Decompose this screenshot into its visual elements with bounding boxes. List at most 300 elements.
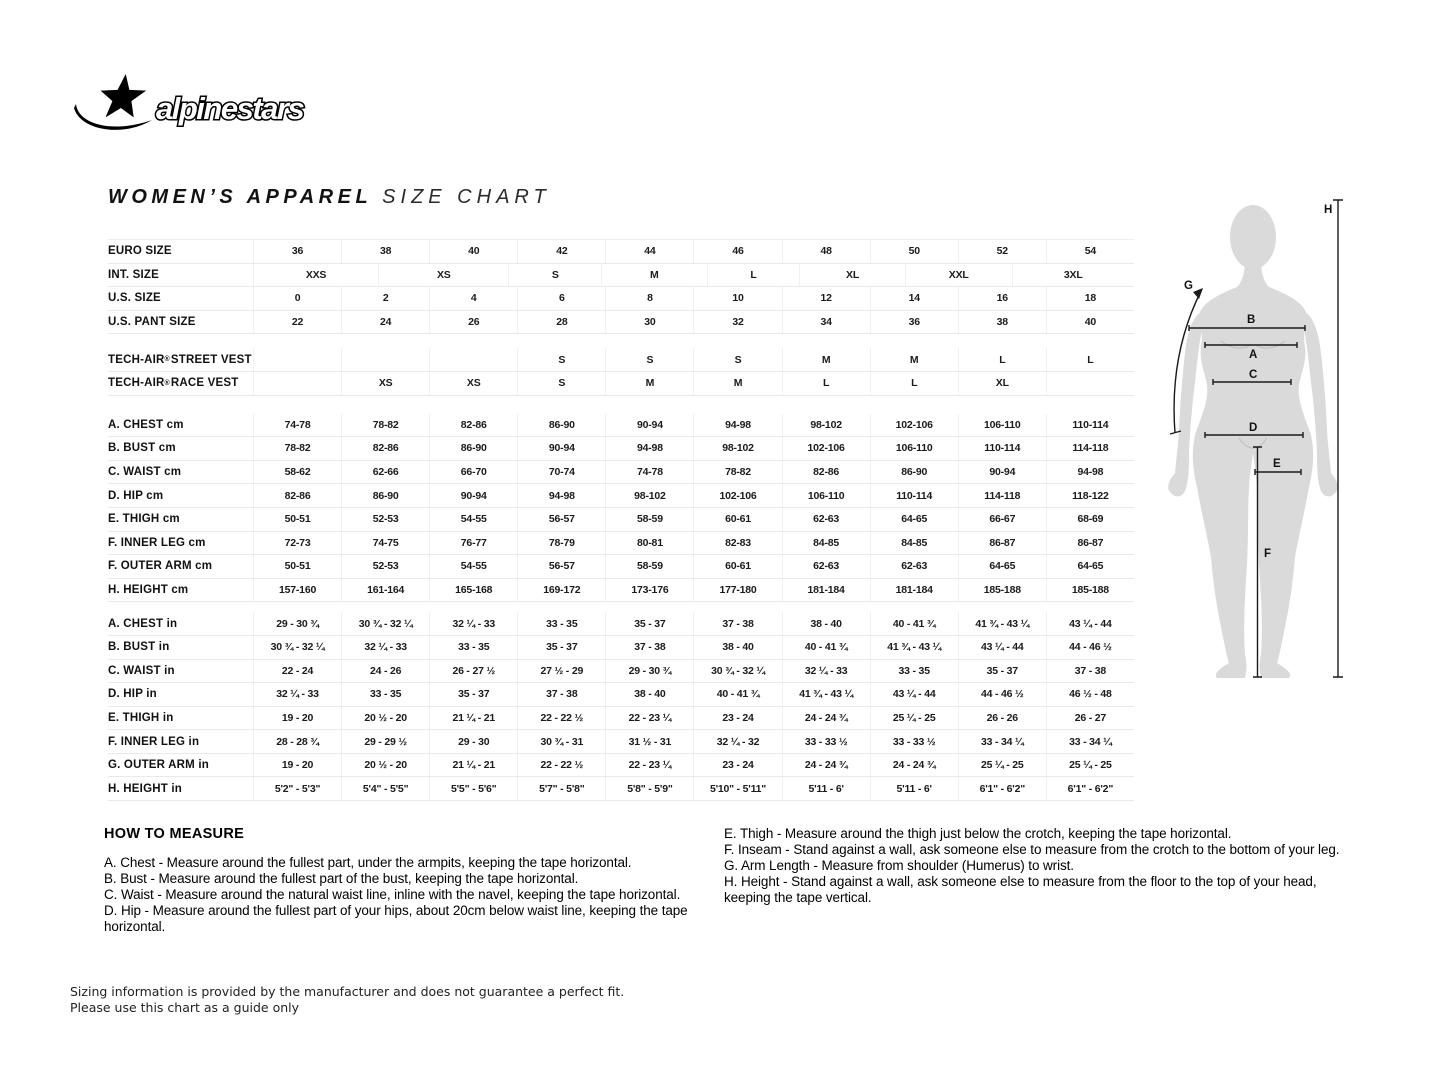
size-cell: 94-98 xyxy=(517,484,605,507)
alpinestars-star-icon xyxy=(70,72,330,138)
size-cell xyxy=(429,348,517,371)
size-cell: XL xyxy=(958,372,1046,395)
size-cell: 25 ¼ - 25 xyxy=(1046,754,1134,777)
row-label: D. HIP cm xyxy=(108,489,164,502)
size-cell: 86-90 xyxy=(870,461,958,484)
size-cell: 76-77 xyxy=(429,532,517,555)
size-cell: 25 ¼ - 25 xyxy=(958,754,1046,777)
size-cell: 33 - 35 xyxy=(341,683,429,706)
size-cell: L xyxy=(782,372,870,395)
size-cell: 169-172 xyxy=(517,579,605,602)
row-label: F. INNER LEG cm xyxy=(108,536,206,549)
size-cell: 37 - 38 xyxy=(517,683,605,706)
size-cell: 48 xyxy=(782,240,870,263)
size-cell: 35 - 37 xyxy=(605,612,693,635)
size-cell: 5'2" - 5'3" xyxy=(253,777,341,800)
size-cell: 16 xyxy=(958,287,1046,310)
size-cell: XS xyxy=(429,372,517,395)
table-row xyxy=(108,348,1134,372)
page-title-sub: SIZE CHART xyxy=(382,186,551,208)
size-cell: 86-90 xyxy=(341,484,429,507)
size-cell xyxy=(253,348,341,371)
table-row xyxy=(108,239,1134,264)
page-title xyxy=(108,186,551,209)
size-cell: L xyxy=(870,372,958,395)
int-size-cell: 3XL xyxy=(1012,264,1134,287)
size-cell: 6'1" - 6'2" xyxy=(1046,777,1134,800)
table-row xyxy=(108,754,1134,778)
size-cell: 37 - 38 xyxy=(605,636,693,659)
size-cell: 185-188 xyxy=(958,579,1046,602)
table-row xyxy=(108,311,1134,335)
table-row xyxy=(108,612,1134,636)
size-cell: 98-102 xyxy=(605,484,693,507)
int-size-cell: L xyxy=(707,264,800,287)
size-cell: 0 xyxy=(253,287,341,310)
size-cell: 34 xyxy=(782,311,870,334)
size-cell: 173-176 xyxy=(605,579,693,602)
size-cell: S xyxy=(517,348,605,371)
int-size-cell: XXL xyxy=(905,264,1012,287)
size-cell: 74-78 xyxy=(605,461,693,484)
table-row xyxy=(108,414,1134,438)
size-cell: 56-57 xyxy=(517,508,605,531)
size-cell: 20 ½ - 20 xyxy=(341,754,429,777)
size-cell: 8 xyxy=(605,287,693,310)
row-label: E. THIGH cm xyxy=(108,513,180,526)
size-cell: 90-94 xyxy=(517,437,605,460)
table-row xyxy=(108,555,1134,579)
size-cell: 114-118 xyxy=(1046,437,1134,460)
size-cell: 33 - 34 ¼ xyxy=(1046,730,1134,753)
size-cell: 5'11 - 6' xyxy=(782,777,870,800)
body-figure xyxy=(1155,195,1365,700)
size-cell: 30 xyxy=(605,311,693,334)
size-cell: 80-81 xyxy=(605,532,693,555)
row-label: H. HEIGHT cm xyxy=(108,584,189,597)
size-cell: 35 - 37 xyxy=(517,636,605,659)
size-cell: 66-70 xyxy=(429,461,517,484)
table-row xyxy=(108,636,1134,660)
table-row xyxy=(108,532,1134,556)
size-cell: 44 - 46 ½ xyxy=(1046,636,1134,659)
size-cell: 19 - 20 xyxy=(253,707,341,730)
size-cell: 19 - 20 xyxy=(253,754,341,777)
size-cell: 50-51 xyxy=(253,555,341,578)
size-cell: M xyxy=(605,372,693,395)
size-cell: 52-53 xyxy=(341,508,429,531)
size-cell: 33 - 35 xyxy=(429,636,517,659)
size-cell: 46 xyxy=(693,240,781,263)
size-cell: 4 xyxy=(429,287,517,310)
how-to-measure-section xyxy=(104,826,729,935)
diagram-label-arm: G xyxy=(1184,280,1193,292)
size-cell: 20 ½ - 20 xyxy=(341,707,429,730)
size-cell: 24 - 26 xyxy=(341,660,429,683)
size-cell: 70-74 xyxy=(517,461,605,484)
size-cell: 60-61 xyxy=(693,555,781,578)
table-row xyxy=(108,437,1134,461)
size-cell: 2 xyxy=(341,287,429,310)
size-cell: 33 - 35 xyxy=(870,660,958,683)
size-cell: 33 - 34 ¼ xyxy=(958,730,1046,753)
table-section-gap xyxy=(108,602,1134,612)
size-cell: 58-59 xyxy=(605,555,693,578)
size-cell: 26 - 27 xyxy=(1046,707,1134,730)
size-cell: 30 ¾ - 32 ¼ xyxy=(253,636,341,659)
size-cell: 62-63 xyxy=(782,555,870,578)
size-cell: 62-66 xyxy=(341,461,429,484)
size-cell xyxy=(253,372,341,395)
size-cell: 38 xyxy=(958,311,1046,334)
footer-line-1: Sizing information is provided by the manufacturer and does not guarantee a perfect fit. xyxy=(70,984,625,999)
footer-line-2: Please use this chart as a guide only xyxy=(70,999,300,1015)
arm-length-arrowhead xyxy=(1193,288,1203,299)
size-cell: 74-78 xyxy=(253,414,341,437)
size-cell: 40 xyxy=(429,240,517,263)
measure-instruction: E. Thigh - Measure around the thigh just below the crotch, keeping the tape horizontal. xyxy=(724,826,1232,841)
size-cell: 37 - 38 xyxy=(1046,660,1134,683)
size-cell: 185-188 xyxy=(1046,579,1134,602)
diagram-label-thigh: E xyxy=(1273,458,1281,470)
size-cell: 24 - 24 ¾ xyxy=(870,754,958,777)
size-cell: 21 ¼ - 21 xyxy=(429,707,517,730)
size-cell: 41 ¾ - 43 ¼ xyxy=(782,683,870,706)
size-cell: 44 - 46 ½ xyxy=(958,683,1046,706)
size-cell: 22 xyxy=(253,311,341,334)
diagram-label-chest: A xyxy=(1249,349,1258,361)
table-section-gap xyxy=(108,334,1134,348)
table-row xyxy=(108,461,1134,485)
row-label: A. CHEST cm xyxy=(108,418,184,431)
size-cell: 22 - 22 ½ xyxy=(517,707,605,730)
size-cell: 58-59 xyxy=(605,508,693,531)
size-cell: 40 - 41 ¾ xyxy=(782,636,870,659)
size-cell: 82-86 xyxy=(429,414,517,437)
size-cell: 30 ¾ - 31 xyxy=(517,730,605,753)
size-cell: S xyxy=(517,372,605,395)
how-to-measure-right-list xyxy=(724,826,1342,906)
size-cell: 84-85 xyxy=(870,532,958,555)
size-cell: 82-86 xyxy=(341,437,429,460)
size-cell: 24 - 24 ¾ xyxy=(782,754,870,777)
size-cell: 32 ¼ - 33 xyxy=(341,636,429,659)
size-cell: 118-122 xyxy=(1046,484,1134,507)
size-cell: 29 - 29 ½ xyxy=(341,730,429,753)
table-row xyxy=(108,508,1134,532)
diagram-label-inseam: F xyxy=(1264,548,1272,560)
size-cell: 52-53 xyxy=(341,555,429,578)
size-cell: 64-65 xyxy=(870,508,958,531)
size-cell: 98-102 xyxy=(693,437,781,460)
table-row xyxy=(108,484,1134,508)
size-cell: 36 xyxy=(870,311,958,334)
int-size-cell: M xyxy=(601,264,707,287)
size-cell: 43 ¼ - 44 xyxy=(1046,612,1134,635)
height-measure-line xyxy=(1333,200,1343,677)
size-cell: 30 ¾ - 32 ¼ xyxy=(693,660,781,683)
size-cell: 22 - 23 ¼ xyxy=(605,754,693,777)
size-cell: 78-82 xyxy=(693,461,781,484)
size-cell xyxy=(1046,372,1134,395)
measure-instruction: D. Hip - Measure around the fullest part of your hips, about 20cm below waist line, keeping the tape horizontal. xyxy=(104,903,688,934)
size-cell: 62-63 xyxy=(782,508,870,531)
size-cell: 102-106 xyxy=(870,414,958,437)
size-cell: 5'10" - 5'11" xyxy=(693,777,781,800)
size-cell: 37 - 38 xyxy=(693,612,781,635)
diagram-label-waist: C xyxy=(1249,369,1258,381)
body-diagram xyxy=(1155,195,1365,700)
size-cell: 78-82 xyxy=(253,437,341,460)
row-label: B. BUST in xyxy=(108,641,170,654)
row-label: G. OUTER ARM in xyxy=(108,759,209,772)
size-cell: 38 - 40 xyxy=(605,683,693,706)
size-cell: 94-98 xyxy=(693,414,781,437)
int-size-cell: XXS xyxy=(253,264,378,287)
size-cell: 110-114 xyxy=(870,484,958,507)
size-cell: 60-61 xyxy=(693,508,781,531)
size-cell: 5'4" - 5'5" xyxy=(341,777,429,800)
table-row xyxy=(108,707,1134,731)
size-cell: 56-57 xyxy=(517,555,605,578)
size-cell: 98-102 xyxy=(782,414,870,437)
size-cell: 86-87 xyxy=(1046,532,1134,555)
size-cell: 18 xyxy=(1046,287,1134,310)
size-cell: 54-55 xyxy=(429,508,517,531)
table-row xyxy=(108,287,1134,311)
size-cell: 38 - 40 xyxy=(782,612,870,635)
size-cell: 106-110 xyxy=(958,414,1046,437)
size-cell: XS xyxy=(341,372,429,395)
size-cell: 46 ½ - 48 xyxy=(1046,683,1134,706)
size-cell: 110-114 xyxy=(958,437,1046,460)
size-cell: 23 - 24 xyxy=(693,707,781,730)
diagram-label-hip: D xyxy=(1249,422,1258,434)
size-cell xyxy=(341,348,429,371)
row-label: TECH-AIR ® RACE VEST xyxy=(108,377,239,390)
measure-instruction: F. Inseam - Stand against a wall, ask someone else to measure from the crotch to the bottom of your leg. xyxy=(724,842,1340,857)
size-cell: 64-65 xyxy=(958,555,1046,578)
footer-note xyxy=(70,984,624,1015)
female-silhouette xyxy=(1168,205,1338,678)
size-cell: 26 - 26 xyxy=(958,707,1046,730)
size-cell: 50-51 xyxy=(253,508,341,531)
size-cell: 33 - 33 ½ xyxy=(782,730,870,753)
size-cell: 6'1" - 6'2" xyxy=(958,777,1046,800)
size-cell: 5'7" - 5'8" xyxy=(517,777,605,800)
size-cell: 86-87 xyxy=(958,532,1046,555)
size-cell: 41 ¾ - 43 ¼ xyxy=(958,612,1046,635)
size-cell: 43 ¼ - 44 xyxy=(958,636,1046,659)
size-cell: 28 xyxy=(517,311,605,334)
size-cell: 33 - 35 xyxy=(517,612,605,635)
measure-instruction: G. Arm Length - Measure from shoulder (Humerus) to wrist. xyxy=(724,858,1074,873)
size-cell: 22 - 24 xyxy=(253,660,341,683)
diagram-label-height: H xyxy=(1324,204,1333,216)
size-cell: 82-86 xyxy=(782,461,870,484)
measure-instruction: B. Bust - Measure around the fullest part of the bust, keeping the tape horizontal. xyxy=(104,871,579,886)
size-cell: 157-160 xyxy=(253,579,341,602)
size-cell: 86-90 xyxy=(429,437,517,460)
measure-instruction: C. Waist - Measure around the natural waist line, inline with the navel, keeping the tape horizontal. xyxy=(104,887,681,902)
row-label: B. BUST cm xyxy=(108,442,176,455)
size-cell: 41 ¾ - 43 ¼ xyxy=(870,636,958,659)
table-row xyxy=(108,372,1134,396)
size-cell: 102-106 xyxy=(693,484,781,507)
size-cell: 5'5" - 5'6" xyxy=(429,777,517,800)
size-cell: 32 ¼ - 32 xyxy=(693,730,781,753)
row-label: U.S. SIZE xyxy=(108,292,161,305)
size-cell: 23 - 24 xyxy=(693,754,781,777)
brand-logo xyxy=(70,72,330,138)
size-cell: L xyxy=(958,348,1046,371)
size-cell: 32 xyxy=(693,311,781,334)
size-cell: 106-110 xyxy=(782,484,870,507)
row-label: C. WAIST in xyxy=(108,664,175,677)
size-cell: 90-94 xyxy=(605,414,693,437)
row-label: D. HIP in xyxy=(108,688,157,701)
size-cell: 24 - 24 ¾ xyxy=(782,707,870,730)
size-cell: 28 - 28 ¾ xyxy=(253,730,341,753)
size-cell: 102-106 xyxy=(782,437,870,460)
size-cell: 6 xyxy=(517,287,605,310)
page-title-main: WOMEN’S APPAREL xyxy=(108,186,373,208)
size-cell: M xyxy=(693,372,781,395)
size-cell: 66-67 xyxy=(958,508,1046,531)
size-cell: 78-82 xyxy=(341,414,429,437)
size-cell: 177-180 xyxy=(693,579,781,602)
size-cell: 14 xyxy=(870,287,958,310)
size-cell: 10 xyxy=(693,287,781,310)
how-to-measure-right-column xyxy=(724,826,1342,906)
size-cell: 25 ¼ - 25 xyxy=(870,707,958,730)
size-cell: 84-85 xyxy=(782,532,870,555)
size-cell: 58-62 xyxy=(253,461,341,484)
size-cell: 5'11 - 6' xyxy=(870,777,958,800)
size-cell: 110-114 xyxy=(1046,414,1134,437)
size-cell: 54 xyxy=(1046,240,1134,263)
row-label: F. INNER LEG in xyxy=(108,735,200,748)
size-cell: 68-69 xyxy=(1046,508,1134,531)
size-cell: 40 - 41 ¾ xyxy=(693,683,781,706)
row-label: A. CHEST in xyxy=(108,617,178,630)
size-cell: 32 ¼ - 33 xyxy=(782,660,870,683)
size-table xyxy=(108,239,1134,801)
size-cell: 106-110 xyxy=(870,437,958,460)
size-cell: 43 ¼ - 44 xyxy=(870,683,958,706)
row-label: TECH-AIR ® STREET VEST xyxy=(108,353,252,366)
size-cell: 114-118 xyxy=(958,484,1046,507)
logo-wordmark: alpinestars xyxy=(156,91,304,126)
measure-instruction: H. Height - Stand against a wall, ask someone else to measure from the floor to the top of your head, keeping the tape vertical. xyxy=(724,874,1317,905)
row-label: H. HEIGHT in xyxy=(108,782,182,795)
size-cell: 22 - 23 ¼ xyxy=(605,707,693,730)
size-cell: 78-79 xyxy=(517,532,605,555)
size-cell: 82-83 xyxy=(693,532,781,555)
table-row xyxy=(108,264,1134,288)
size-cell: 90-94 xyxy=(429,484,517,507)
int-size-cell: XL xyxy=(799,264,905,287)
size-cell: 32 ¼ - 33 xyxy=(253,683,341,706)
size-cell: 54-55 xyxy=(429,555,517,578)
size-cell: 94-98 xyxy=(605,437,693,460)
size-cell: S xyxy=(605,348,693,371)
how-to-measure-heading: HOW TO MEASURE xyxy=(104,826,245,842)
size-cell: 31 ½ - 31 xyxy=(605,730,693,753)
size-cell: 165-168 xyxy=(429,579,517,602)
size-cell: 50 xyxy=(870,240,958,263)
size-cell: 29 - 30 ¾ xyxy=(605,660,693,683)
size-cell: 32 ¼ - 33 xyxy=(429,612,517,635)
size-cell: 5'8" - 5'9" xyxy=(605,777,693,800)
size-cell: 181-184 xyxy=(870,579,958,602)
int-size-cell: XS xyxy=(378,264,508,287)
size-cell: 27 ½ - 29 xyxy=(517,660,605,683)
row-label: U.S. PANT SIZE xyxy=(108,316,196,329)
size-cell: 74-75 xyxy=(341,532,429,555)
diagram-label-bust: B xyxy=(1247,314,1256,326)
table-row xyxy=(108,579,1134,603)
size-cell: 30 ¾ - 32 ¼ xyxy=(341,612,429,635)
size-cell: 40 xyxy=(1046,311,1134,334)
row-label: E. THIGH in xyxy=(108,711,174,724)
size-cell: 35 - 37 xyxy=(958,660,1046,683)
size-cell: 82-86 xyxy=(253,484,341,507)
size-cell: 86-90 xyxy=(517,414,605,437)
table-row xyxy=(108,730,1134,754)
size-cell: M xyxy=(782,348,870,371)
size-cell: 35 - 37 xyxy=(429,683,517,706)
size-cell: 64-65 xyxy=(1046,555,1134,578)
size-cell: L xyxy=(1046,348,1134,371)
size-cell: 22 - 22 ½ xyxy=(517,754,605,777)
size-cell: 12 xyxy=(782,287,870,310)
size-cell: 33 - 33 ½ xyxy=(870,730,958,753)
row-label: F. OUTER ARM cm xyxy=(108,560,213,573)
size-cell: 52 xyxy=(958,240,1046,263)
size-cell: 62-63 xyxy=(870,555,958,578)
size-cell: 72-73 xyxy=(253,532,341,555)
size-cell: 29 - 30 xyxy=(429,730,517,753)
size-cell: 26 xyxy=(429,311,517,334)
size-cell: S xyxy=(693,348,781,371)
size-cell: 36 xyxy=(253,240,341,263)
size-cell: 29 - 30 ¾ xyxy=(253,612,341,635)
size-cell: 26 - 27 ½ xyxy=(429,660,517,683)
size-cell: 38 - 40 xyxy=(693,636,781,659)
size-cell: 44 xyxy=(605,240,693,263)
int-size-cell: S xyxy=(508,264,601,287)
table-row xyxy=(108,777,1134,801)
row-label: INT. SIZE xyxy=(108,268,160,281)
size-cell: 24 xyxy=(341,311,429,334)
size-cell: 40 - 41 ¾ xyxy=(870,612,958,635)
size-cell: M xyxy=(870,348,958,371)
row-label: EURO SIZE xyxy=(108,245,172,258)
how-to-measure-left-list xyxy=(104,855,729,935)
size-cell: 38 xyxy=(341,240,429,263)
size-cell: 181-184 xyxy=(782,579,870,602)
size-cell: 94-98 xyxy=(1046,461,1134,484)
row-label: C. WAIST cm xyxy=(108,466,182,479)
size-cell: 161-164 xyxy=(341,579,429,602)
measure-instruction: A. Chest - Measure around the fullest part, under the armpits, keeping the tape horizontal. xyxy=(104,855,632,870)
table-section-gap xyxy=(108,396,1134,414)
table-row xyxy=(108,683,1134,707)
size-cell: 21 ¼ - 21 xyxy=(429,754,517,777)
size-cell: 42 xyxy=(517,240,605,263)
table-row xyxy=(108,660,1134,684)
